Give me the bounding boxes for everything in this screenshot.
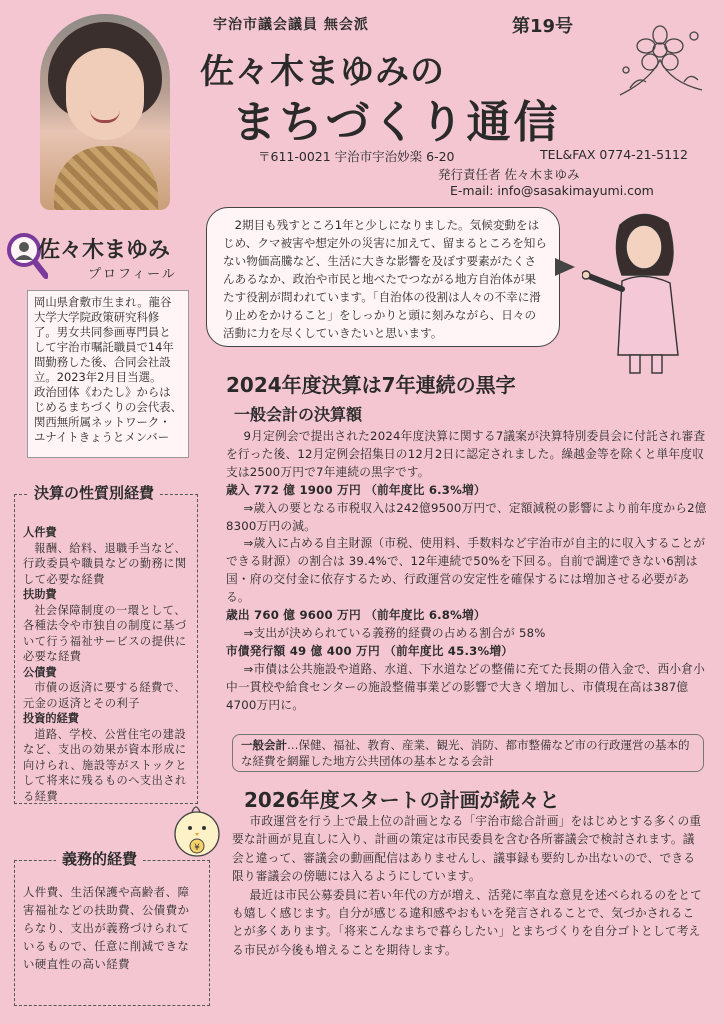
note-term: 一般会計 <box>241 738 287 752</box>
expense-types-box <box>14 494 198 804</box>
greeting-bubble <box>206 207 560 347</box>
portrait-photo <box>40 14 170 210</box>
revenue-paragraph: ⇒歳入に占める自主財源（市税、使用料、手数料など宇治市が自主的に収入することができる財源）の割合は 39.4%で、12年連続で50%を下回る。自前で調達できない6割は国・府の交付金に依存するため、行政運営の安定性を確保するには増加させる必要がある。 <box>226 536 706 605</box>
greeting-text: 2期目も残すところ1年と少しになりました。気候変動をはじめ、クマ被害や想定外の災害に加えて、留まるところを知らない物価高騰など、生活に大きな影響を及ぼす要素がたくさんあるなか、政治や市民と地べたでつながる地方自治体が果たす役割が問われています。「自治体の役割は人々の不幸に滑り止めをかけること」をしっかりと頭に刻みながら、日々の活動に力を尽くしていきたいと思います。 <box>223 218 547 340</box>
tel-fax: TEL&FAX 0774-21-5112 <box>540 147 688 162</box>
expense-desc: 道路、学校、公営住宅の建設など、支出の効果が資本形成に向けられ、施設等がストックとして将来に残るものへ支出される経費 <box>23 727 187 803</box>
issue-number: 第19号 <box>512 16 574 37</box>
flower-illustration-icon <box>610 20 706 110</box>
revenue-title: 歳入 772 億 1900 万円 （前年度比 6.3%増） <box>226 482 486 497</box>
profile-line: 岡山県倉敷市生まれ。龍谷大学大学院政策研究科修了。男女共同参画専門員として宇治市嘱託職員で14年間勤務した後、合同会社設立。2023年2月目当選。 <box>34 295 174 384</box>
publisher: 発行責任者 佐々木まゆみ <box>438 167 580 182</box>
obligatory-text: 人件費、生活保護や高齢者、障害福祉などの扶助費、公債費からなり、支出が義務づけられているもので、任意に削減できない硬直性の高い経費 <box>23 885 190 971</box>
expense-desc: 報酬、給料、退職手当など、行政委員や職員などの勤務に関して必要な経費 <box>23 541 187 586</box>
debt-paragraph: ⇒市債は公共施設や道路、水道、下水道などの整備に充てた長期の借入金で、西小倉小中一貫校や給食センターの施設整備事業どの影響で大きく増加し、市債現在高は387億4700万円に。 <box>226 661 706 712</box>
note-text: …保健、福祉、教育、産業、観光、消防、都市整備など市の行政運営の基本的な経費を網羅した地方公共団体の基本となる会計 <box>241 738 690 768</box>
expense-desc: 市債の返済に要する経費で、元金の返済とその利子 <box>23 681 186 710</box>
address: 〒611-0021 宇治市宇治妙楽 6-20 <box>258 149 455 164</box>
profile-label: プロフィール <box>88 267 177 282</box>
profile-line: 政治団体《わたし》からはじめるまちづくりの会代表、関西無所属ネットワーク・ユナイトきょうとメンバー <box>34 385 182 444</box>
article1-subheading: 一般会計の決算額 <box>234 405 363 424</box>
profile-box <box>27 290 189 458</box>
article2-paragraph: 市政運営を行う上で最上位の計画となる「宇治市総合計画」をはじめとする多くの重要な計画が見直しに入り、計画の策定は市民委員を含む各所審議会で検討されます。議会と違って、審議会の動画配信はありませんし、議事録も要約しか出ないので、できる限り審議会の傍聴には入るようにしています。 <box>232 814 702 884</box>
newsletter-title-line2: まちづくり通信 <box>232 97 561 148</box>
bubble-tail <box>555 258 575 276</box>
email: E-mail: info@sasakimayumi.com <box>450 183 654 198</box>
expense-title: 扶助費 <box>23 588 57 601</box>
obligatory-expense-heading: 義務的経費 <box>56 848 143 869</box>
debt-title: 市債発行額 49 億 400 万円 （前年度比 45.3%増） <box>226 643 514 658</box>
svg-text:¥: ¥ <box>194 843 200 853</box>
obligatory-expense-box <box>14 860 210 1006</box>
expense-title: 公債費 <box>23 665 57 679</box>
revenue-paragraph: ⇒歳入の要となる市税収入は242億9500万円で、定額減税の影響により前年度から2億8300万円の減。 <box>226 500 707 533</box>
expense-types-heading: 決算の性質別経費 <box>28 482 160 503</box>
profile-name: 佐々木まゆみ <box>38 238 171 263</box>
council-affiliation: 宇治市議会議員 無会派 <box>213 17 369 33</box>
article1-body <box>226 428 708 715</box>
pointing-woman-illustration-icon <box>582 205 702 375</box>
expenditure-paragraph: ⇒支出が決められている義務的経費の占める割合が 58% <box>243 625 546 640</box>
expenditure-title: 歳出 760 億 9600 万円 （前年度比 6.8%増） <box>226 608 486 623</box>
expense-title: 投資的経費 <box>23 712 79 725</box>
article2-paragraph: 最近は市民公募委員に若い年代の方が増え、活発に率直な意見を述べられるのをとても嬉しく感じます。自分が感じる違和感やおもいを発言されることで、気づかされることが多くあります。「将来こんなまちで暮らしたい」とまちづくりを自分ゴトとして考える市民が今後も増えることを期待します。 <box>232 887 702 957</box>
expense-title: 人件費 <box>23 526 57 539</box>
article1-intro: 9月定例会で提出された2024年度決算に関する7議案が決算特別委員会に付託され審査を行った後、12月定例会招集日の12月2日に認定されました。繰越金等を除くと単年度収支は2500万円で7年連続の黒字です。 <box>226 429 706 479</box>
article2-heading: 2026年度スタートの計画が続々と <box>244 788 560 812</box>
article2-body <box>232 812 706 959</box>
chick-yen-illustration-icon <box>170 800 224 858</box>
general-account-note <box>232 734 704 772</box>
expense-desc: 社会保障制度の一環として、各種法令や市独自の制度に基づいて行う福祉サービスの提供に必要な経費 <box>23 603 187 663</box>
newsletter-title-line1: 佐々木まゆみの <box>200 52 445 92</box>
article1-heading: 2024年度決算は7年連続の黒字 <box>226 373 516 397</box>
